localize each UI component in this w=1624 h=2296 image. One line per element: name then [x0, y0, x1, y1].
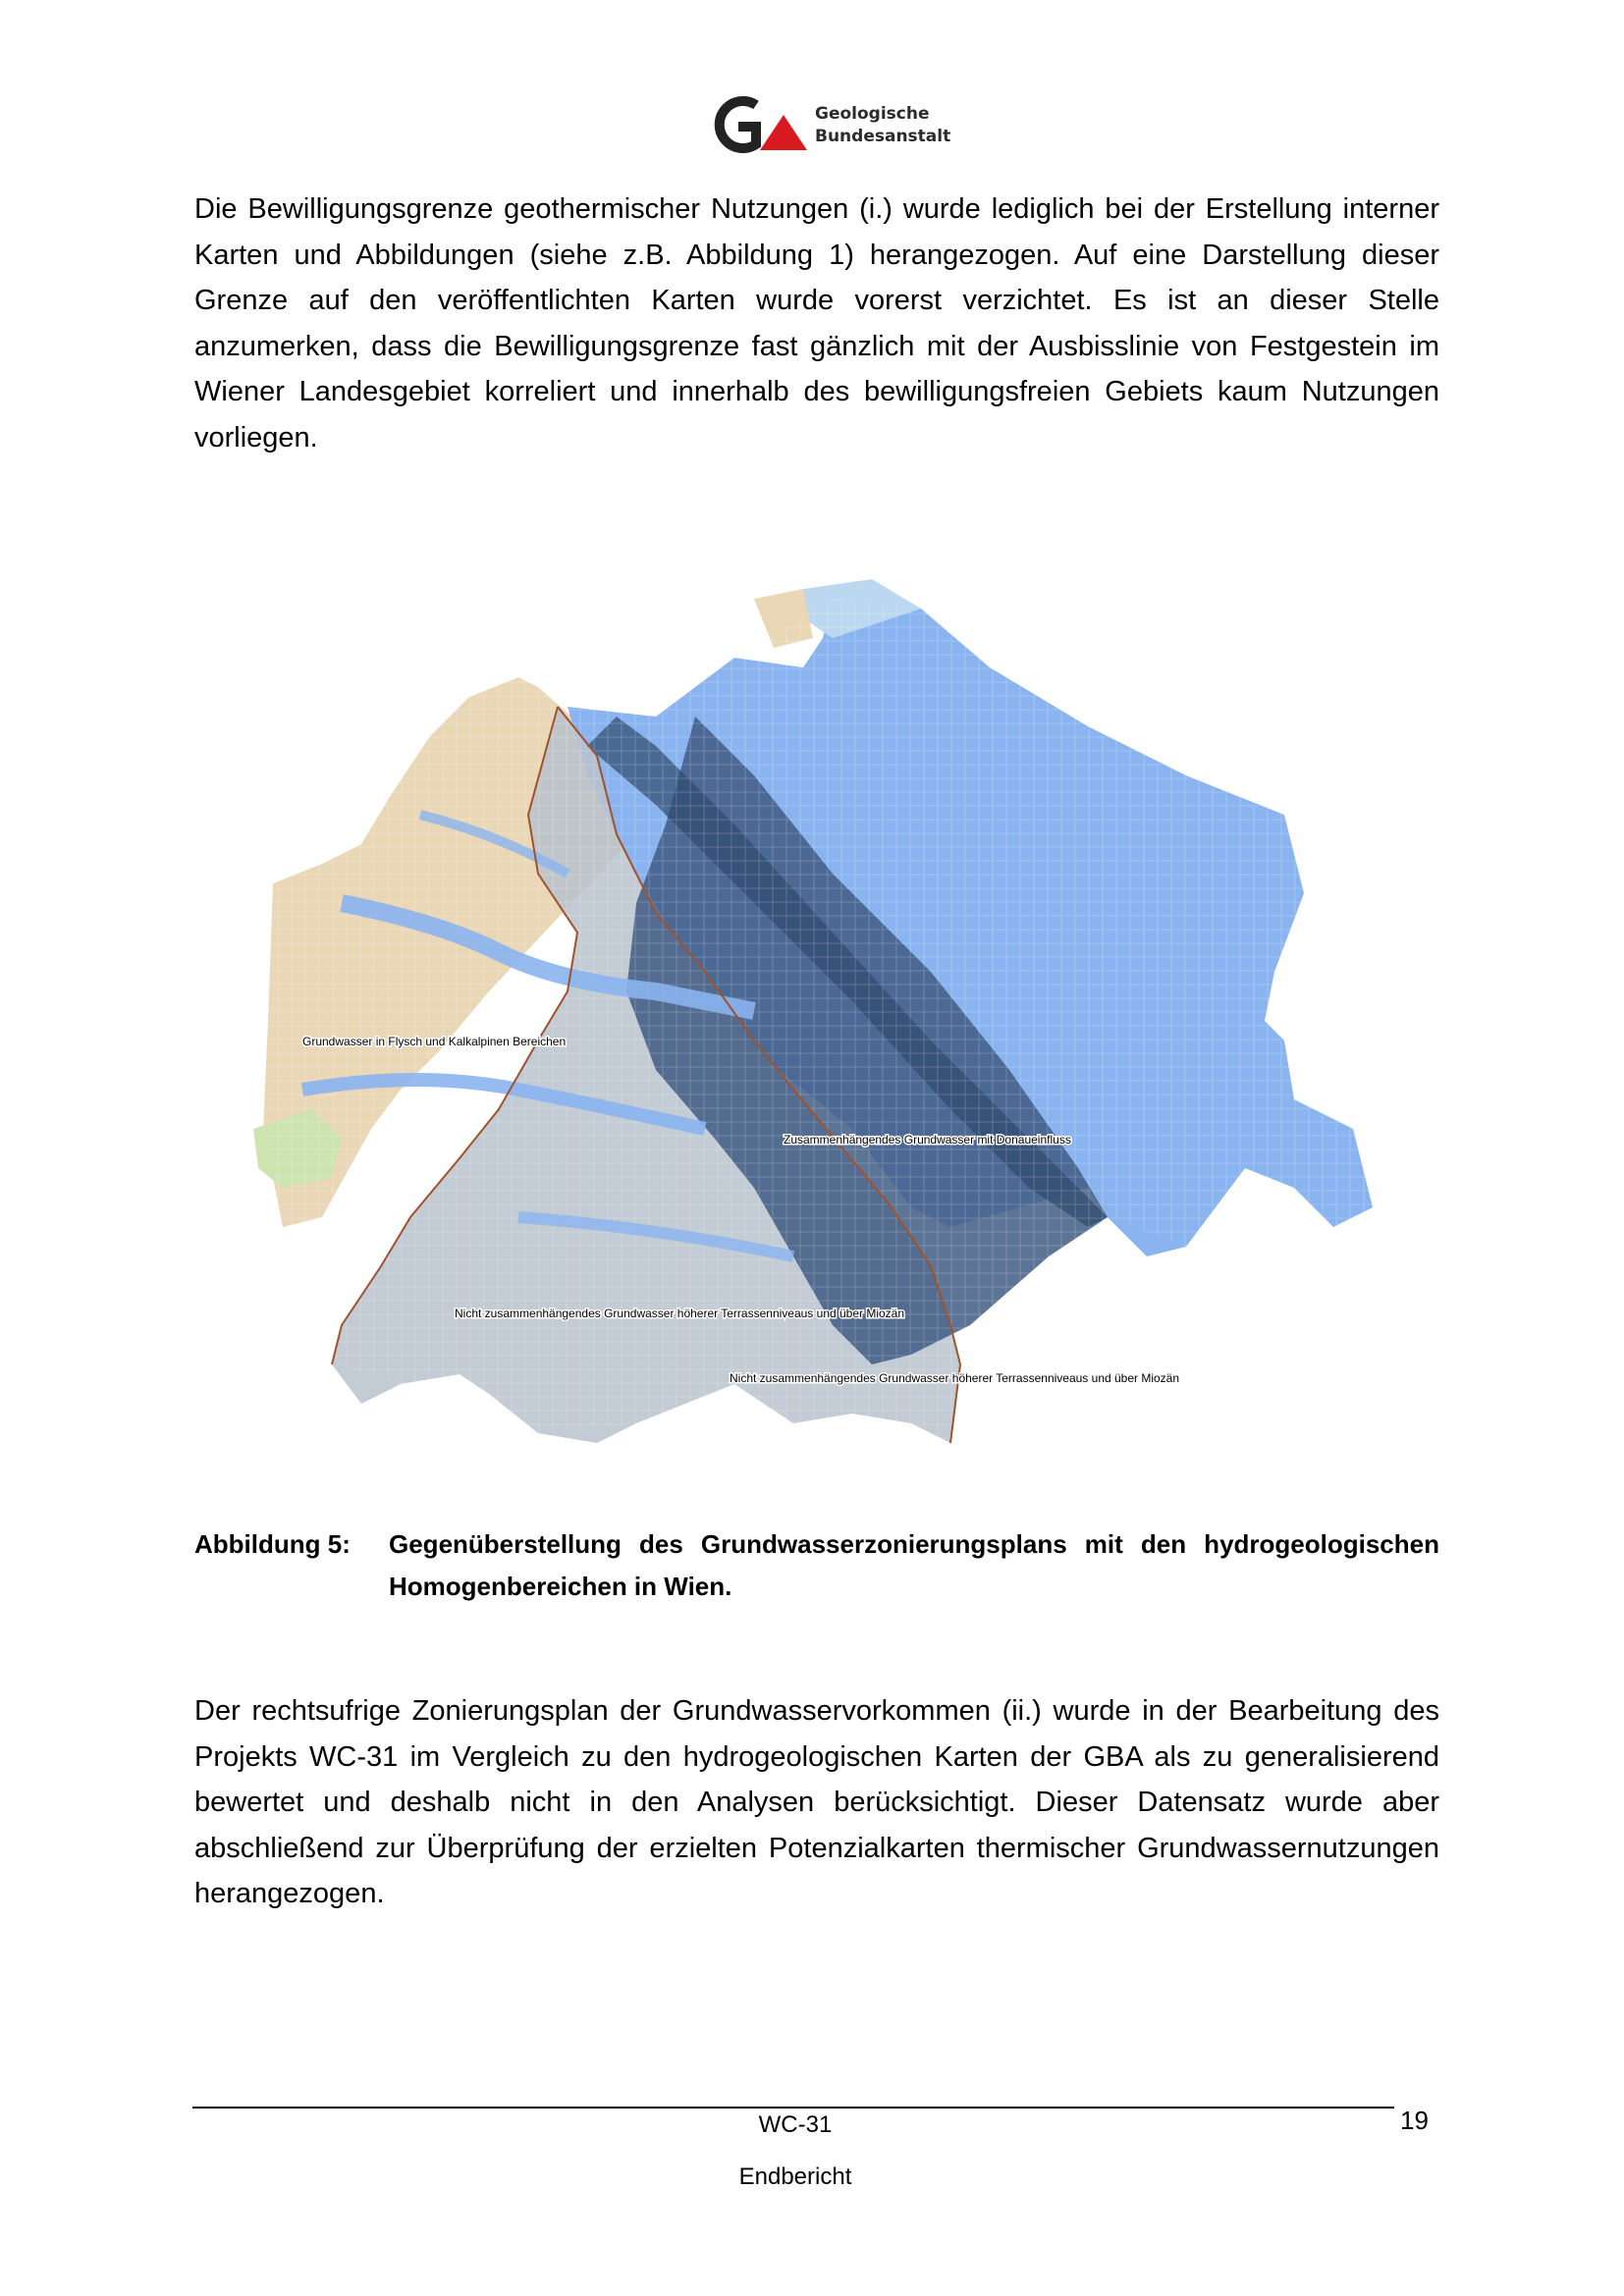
map-figure — [244, 579, 1390, 1463]
logo-line-1: Geologische — [815, 104, 930, 124]
vienna-map — [244, 579, 1390, 1463]
caption-text: Gegenüberstellung des Grundwasserzonierungsplans mit den hydrogeologischen Homogenbereichen in Wien. — [389, 1529, 1439, 1601]
page-number: 19 — [1400, 2106, 1429, 2135]
map-label-terrasse-1: Nicht zusammenhängendes Grundwasser höherer Terrassenniveaus und über Miozän — [455, 1307, 905, 1320]
map-label-donau: Zusammenhängendes Grundwasser mit Donaueinfluss — [784, 1133, 1071, 1147]
footer-project-code: WC-31 — [758, 2111, 833, 2138]
caption-label: Abbildung 5: — [194, 1529, 351, 1559]
map-label-terrasse-2: Nicht zusammenhängendes Grundwasser höherer Terrassenniveaus und über Miozän — [730, 1371, 1180, 1385]
paragraph-1: Die Bewilligungsgrenze geothermischer Nutzungen (i.) wurde lediglich bei der Erstellung interner Karten und Abbildungen (siehe z.B. Abbildung 1) herangezogen. Auf eine Darstellung dieser Grenze auf den veröffentlichten Karten wurde vorerst verzichtet. Es ist an dieser Stelle anzumerken, dass die Bewilligungsgrenze fast gänzlich mit der Ausbisslinie von Festgestein im Wiener Landesgebiet korreliert und innerhalb des bewilligungsfreien Gebiets kaum Nutzungen vorliegen. — [194, 193, 1439, 454]
footer-divider — [192, 2107, 1394, 2109]
footer-subtitle: Endbericht — [738, 2163, 852, 2190]
logo-text — [815, 103, 950, 148]
gba-logo — [705, 93, 950, 157]
logo-line-2: Bundesanstalt — [815, 127, 951, 146]
gba-logo-mark — [705, 93, 813, 157]
map-label-flysch: Grundwasser in Flysch und Kalkalpinen Bereichen — [302, 1035, 567, 1048]
paragraph-2: Der rechtsufrige Zonierungsplan der Grundwasservorkommen (ii.) wurde in der Bearbeitung des Projekts WC-31 im Vergleich zu den hydrogeologischen Karten der GBA als zu generalisierend bewertet und deshalb nicht in den Analysen berücksichtigt. Dieser Datensatz wurde aber abschließend zur Überprüfung der erzielten Potenzialkarten thermischer Grundwassernutzungen herangezogen. — [194, 1695, 1439, 1909]
